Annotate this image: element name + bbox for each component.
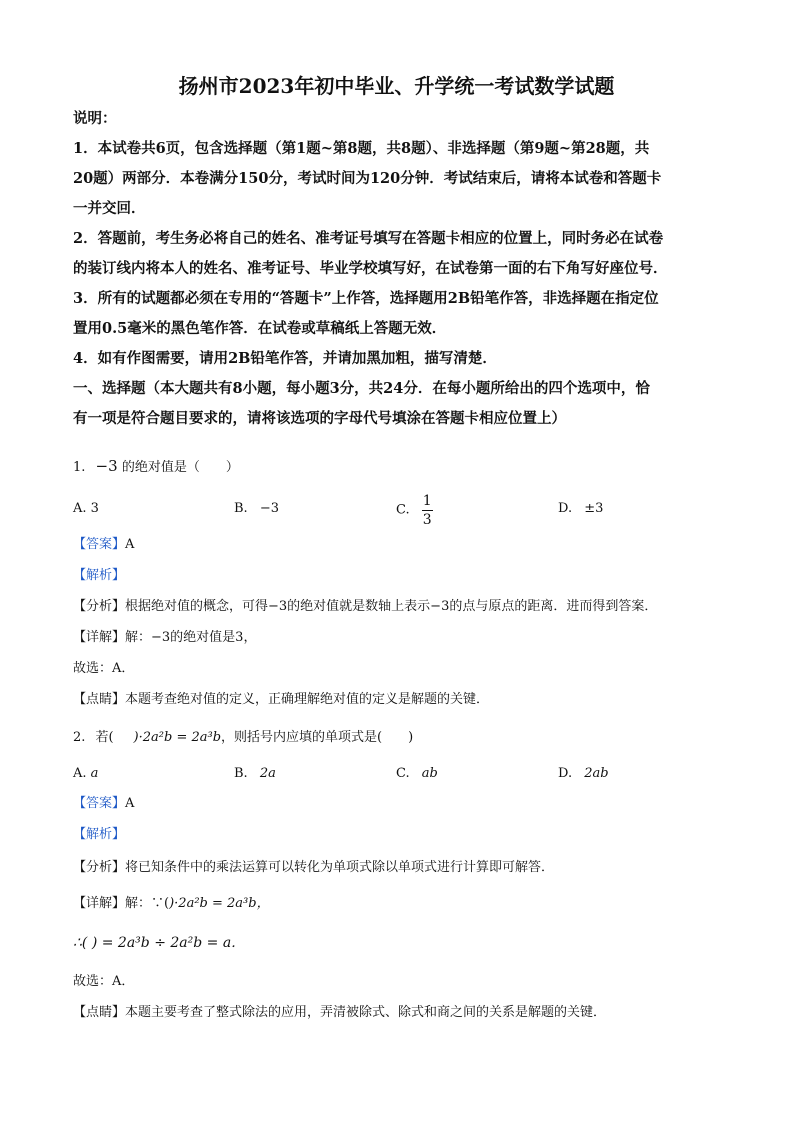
instruction-line: 置用0.5毫米的黑色笔作答．在试卷或草稿纸上答题无效． bbox=[73, 320, 447, 337]
question-expression: )·2a²b = 2a³b bbox=[133, 730, 222, 745]
question-number: 1. bbox=[73, 460, 86, 475]
dianjing-text: 本题考查绝对值的定义，正确理解绝对值的定义是解题的关键． bbox=[125, 692, 490, 707]
option-label: A. bbox=[73, 766, 87, 781]
question-1-stem bbox=[73, 458, 733, 476]
page-title: 扬州市2023年初中毕业、升学统一考试数学试题 bbox=[178, 74, 615, 98]
analysis-tag: 【解析】 bbox=[73, 568, 126, 583]
question-expression: −3 bbox=[95, 457, 118, 475]
select-line: 故选：A． bbox=[73, 661, 135, 676]
option-value: 2a bbox=[259, 766, 276, 781]
option-a bbox=[73, 501, 99, 517]
xiangjie-expression: )·2a²b = 2a³b， bbox=[169, 896, 270, 911]
fenxi-text: 将已知条件中的乘法运算可以转化为单项式除以单项式进行计算即可解答． bbox=[125, 860, 555, 875]
question-number: 2. bbox=[73, 730, 86, 745]
dianjing-text: 本题主要考查了整式除法的应用，弄清被除式、除式和商之间的关系是解题的关键． bbox=[125, 1005, 607, 1020]
answer-tag: 【答案】 bbox=[73, 537, 126, 552]
option-value: 2ab bbox=[584, 766, 609, 781]
xiangjie-tag: 【详解】 bbox=[73, 896, 126, 911]
xiangjie-tag: 【详解】 bbox=[73, 630, 126, 645]
instruction-line: 2．答题前，考生务必将自己的姓名、准考证号填写在答题卡相应的位置上，同时务必在试卷 bbox=[73, 230, 664, 247]
option-value: a bbox=[90, 766, 99, 781]
fenxi-tag: 【分析】 bbox=[73, 599, 126, 614]
instruction-line: 的装订线内将本人的姓名、准考证号、毕业学校填写好，在试卷第一面的右下角写好座位号． bbox=[73, 260, 668, 277]
fenxi-text: 根据绝对值的概念，可得−3的绝对值就是数轴上表示−3的点与原点的距离．进而得到答案． bbox=[125, 599, 658, 614]
answer-value: A bbox=[125, 796, 135, 811]
fenxi-line bbox=[73, 599, 733, 615]
option-c bbox=[396, 766, 438, 782]
fenxi-line bbox=[73, 860, 733, 876]
option-label: C. bbox=[396, 766, 410, 781]
instruction-line: 一并交回． bbox=[73, 200, 146, 217]
option-label: C. bbox=[396, 502, 410, 518]
option-value: ±3 bbox=[584, 501, 604, 516]
option-label: D. bbox=[558, 501, 573, 516]
fraction-denominator: 3 bbox=[422, 512, 432, 528]
fraction-numerator: 1 bbox=[422, 493, 432, 509]
instruction-line: 4．如有作图需要，请用2B铅笔作答，并请加黑加粗，描写清楚． bbox=[73, 350, 497, 367]
section-heading: 有一项是符合题目要求的，请将该选项的字母代号填涂在答题卡相应位置上） bbox=[73, 410, 566, 427]
dianjing-tag: 【点睛】 bbox=[73, 692, 126, 707]
instruction-line: 20题）两部分．本卷满分150分，考试时间为120分钟．考试结束后，请将本试卷和答题卡 bbox=[73, 170, 662, 187]
instructions-heading: 说明： bbox=[73, 110, 117, 127]
therefore-line: ∴( ) = 2a³b ÷ 2a²b = a． bbox=[73, 935, 246, 951]
analysis-line bbox=[73, 568, 733, 584]
answer-line bbox=[73, 537, 733, 553]
option-d bbox=[558, 766, 609, 782]
option-b bbox=[234, 501, 279, 517]
question-2-stem bbox=[73, 730, 733, 746]
option-label: B. bbox=[234, 501, 248, 516]
xiangjie-line bbox=[73, 896, 733, 912]
xiangjie-text: 解：∵( bbox=[125, 896, 170, 911]
option-a bbox=[73, 766, 98, 782]
question-text: 若( bbox=[95, 730, 114, 745]
option-b bbox=[234, 766, 276, 782]
option-label: A. bbox=[73, 501, 87, 516]
xiangjie-text: 解：−3的绝对值是3， bbox=[125, 630, 257, 645]
option-value: −3 bbox=[259, 501, 279, 516]
dianjing-line bbox=[73, 1005, 733, 1021]
section-heading: 一、选择题（本大题共有8小题，每小题3分，共24分．在每小题所给出的四个选项中，恰 bbox=[73, 380, 650, 397]
question-text: 的绝对值是（ ） bbox=[121, 460, 239, 475]
answer-line bbox=[73, 796, 733, 812]
answer-tag: 【答案】 bbox=[73, 796, 126, 811]
option-value: ab bbox=[421, 766, 438, 781]
select-line: 故选：A． bbox=[73, 974, 135, 989]
question-text: ，则括号内应填的单项式是( ) bbox=[221, 730, 414, 745]
analysis-line bbox=[73, 827, 733, 843]
instructions bbox=[73, 104, 723, 434]
dianjing-tag: 【点睛】 bbox=[73, 1005, 126, 1020]
answer-value: A bbox=[125, 537, 135, 552]
dianjing-line bbox=[73, 692, 733, 708]
instruction-line: 1．本试卷共6页，包含选择题（第1题~第8题，共8题）、非选择题（第9题~第28题，共 bbox=[73, 140, 650, 157]
analysis-tag: 【解析】 bbox=[73, 827, 126, 842]
option-c bbox=[396, 492, 433, 529]
xiangjie-line bbox=[73, 630, 733, 646]
fraction bbox=[422, 492, 433, 529]
instruction-line: 3．所有的试题都必须在专用的“答题卡”上作答，选择题用2B铅笔作答，非选择题在指定位 bbox=[73, 290, 659, 307]
option-value: 3 bbox=[90, 501, 99, 516]
option-label: D. bbox=[558, 766, 573, 781]
fenxi-tag: 【分析】 bbox=[73, 860, 126, 875]
option-d bbox=[558, 501, 603, 517]
option-label: B. bbox=[234, 766, 248, 781]
